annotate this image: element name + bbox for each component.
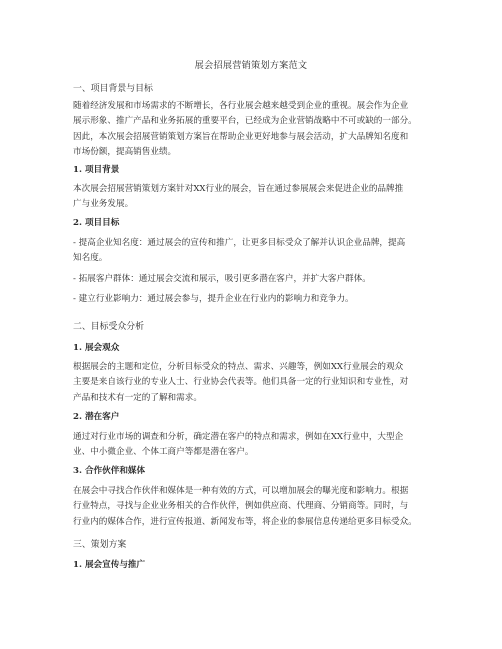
section-1-sub1-heading: 1. 项目背景 (73, 165, 120, 175)
section-1-sub2-heading: 2. 项目目标 (73, 218, 120, 228)
section-2-sub2-text: 通过对行业市场的调查和分析，确定潜在客户的特点和需求，例如在XX行业中，大型企 业、中小微企业、个体工商户等都是潜在客户。 (73, 432, 404, 458)
goal-item-1: - 提高企业知名度：通过展会的宣传和推广，让更多目标受众了解并认识企业品牌，提高 知名度。 (73, 238, 406, 264)
section-2-sub3-heading: 3. 合作伙伴和媒体 (73, 466, 146, 476)
section-3-heading: 三、策划方案 (73, 540, 127, 550)
goal-item-3: - 建立行业影响力：通过展会参与，提升企业在行业内的影响力和竞争力。 (73, 294, 354, 304)
section-1-heading: 一、项目背景与目标 (73, 84, 153, 94)
goal-item-2: - 拓展客户群体：通过展会交流和展示，吸引更多潜在客户，并扩大客户群体。 (73, 274, 371, 284)
section-2-sub1-text: 根据展会的主题和定位，分析目标受众的特点、需求、兴趣等，例如XX行业展会的观众 主要是来自该行业的专业人士、行业协会代表等。他们具备一定的行业知识和专业性，对 产品和技术有一定的了解和需求。 (73, 362, 409, 403)
section-2-heading: 二、目标受众分析 (73, 322, 144, 332)
section-2-sub2-heading: 2. 潜在客户 (73, 412, 120, 422)
section-2-sub1-heading: 1. 展会观众 (73, 343, 120, 353)
document-title: 展会招展营销策划方案范文 (194, 60, 308, 71)
section-1-intro: 随着经济发展和市场需求的不断增长，各行业展会越来越受到企业的重视。展会作为企业 展示形象、推广产品和业务拓展的重要平台，已经成为企业营销战略中不可或缺的一部分。 因此，本次展会招展营销策划方案旨在帮助企业更好地参与展会活动，扩大品牌知名度和 市场份额，提高销售业绩。 (73, 101, 417, 157)
section-1-sub1-text: 本次展会招展营销策划方案针对XX行业的展会，旨在通过参展展会来促进企业的品牌推 广与业务发展。 (73, 184, 404, 210)
section-3-sub1-heading: 1. 展会宣传与推广 (73, 560, 146, 570)
section-2-sub3-text: 在展会中寻找合作伙伴和媒体是一种有效的方式，可以增加展会的曝光度和影响力。根据 行业特点，寻找与企业业务相关的合作伙伴，例如供应商、代理商、分销商等。同时，与 行业内的媒体合作，进行宣传报道、新闻发布等，将企业的参展信息传递给更多目标受众。 (73, 486, 417, 527)
